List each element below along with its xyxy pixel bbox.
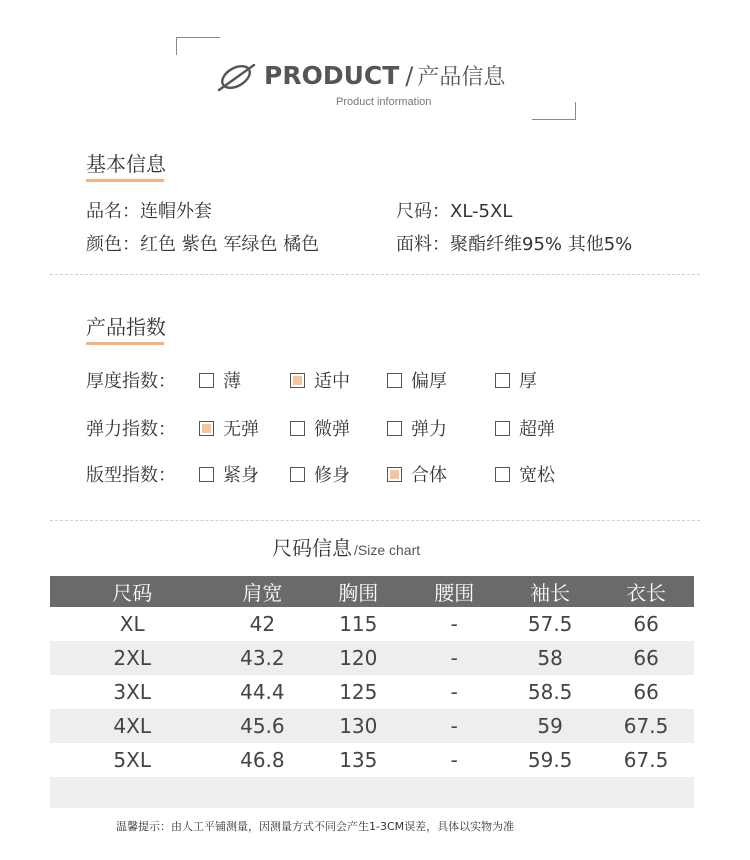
checkbox[interactable] xyxy=(387,373,402,388)
table-cell: 4XL xyxy=(113,714,151,738)
table-cell: 67.5 xyxy=(623,714,669,738)
index-underline xyxy=(86,342,164,345)
option-label: 修身 xyxy=(314,465,350,486)
elasticity-option-none[interactable] xyxy=(199,415,259,441)
table-cell: - xyxy=(450,680,458,704)
thickness-label: 厚度指数： xyxy=(86,371,176,392)
fit-option-loose[interactable] xyxy=(495,461,555,487)
header-cell: 尺码 xyxy=(112,581,153,605)
table-cell: - xyxy=(450,748,458,772)
elasticity-option-slight[interactable] xyxy=(290,415,350,441)
basic-info-heading: 基本信息 xyxy=(86,152,166,176)
elasticity-option-elastic[interactable] xyxy=(387,415,447,441)
checkbox[interactable] xyxy=(495,373,510,388)
table-cell: 58 xyxy=(537,646,563,670)
size-chart-title-en: /Size chart xyxy=(354,542,421,558)
table-cell: 43.2 xyxy=(240,646,285,670)
table-cell: 59.5 xyxy=(527,748,573,772)
checkbox[interactable] xyxy=(387,421,402,436)
header-cell: 衣长 xyxy=(626,581,667,605)
title-slash: / xyxy=(405,62,414,90)
elasticity-label: 弹力指数： xyxy=(86,419,176,440)
header-cell: 肩宽 xyxy=(242,581,283,605)
header-cell: 胸围 xyxy=(338,581,379,605)
table-cell: 57.5 xyxy=(527,612,573,636)
size-chart-title xyxy=(272,532,420,561)
product-size: 尺码：XL-5XL xyxy=(396,201,513,222)
measurement-note: 温馨提示：由人工平铺测量，因测量方式不同会产生1-3CM误差，具体以实物为准 xyxy=(116,820,515,833)
table-row xyxy=(50,641,694,675)
title-en: PRODUCT xyxy=(264,61,400,90)
page-subtitle: Product information xyxy=(336,96,432,108)
divider-1 xyxy=(50,274,700,275)
table-cell: 125 xyxy=(339,680,378,704)
table-cell: 67.5 xyxy=(623,748,669,772)
option-label: 超弹 xyxy=(519,419,555,440)
table-cell: 66 xyxy=(633,612,659,636)
table-cell: 44.4 xyxy=(240,680,285,704)
checkbox[interactable] xyxy=(495,467,510,482)
table-cell: 135 xyxy=(339,748,378,772)
table-cell: 45.6 xyxy=(240,714,285,738)
page-title xyxy=(264,60,505,94)
header-corner-top-left xyxy=(176,37,220,55)
option-label: 薄 xyxy=(223,371,241,392)
option-label: 微弹 xyxy=(314,419,350,440)
table-cell: 130 xyxy=(339,714,378,738)
table-cell: - xyxy=(450,612,458,636)
option-label: 紧身 xyxy=(223,465,259,486)
checkbox[interactable] xyxy=(495,421,510,436)
title-cn: 产品信息 xyxy=(417,65,506,90)
basic-info-underline xyxy=(86,179,164,182)
header-corner-bottom-right xyxy=(532,102,576,120)
option-label: 合体 xyxy=(411,465,447,486)
option-label: 偏厚 xyxy=(411,371,447,392)
table-row xyxy=(50,743,694,777)
fit-option-regular[interactable] xyxy=(387,461,447,487)
size-chart-title-cn: 尺码信息 xyxy=(272,536,352,560)
thickness-option-medium[interactable] xyxy=(290,367,350,393)
checkbox-checked[interactable] xyxy=(199,421,214,436)
fit-option-tight[interactable] xyxy=(199,461,259,487)
product-fabric: 面料：聚酯纤维95% 其他5% xyxy=(396,234,633,255)
table-cell: 2XL xyxy=(113,646,151,670)
table-cell: - xyxy=(450,714,458,738)
product-color: 颜色：红色 紫色 军绿色 橘色 xyxy=(86,234,320,255)
table-cell: 5XL xyxy=(113,748,151,772)
checkbox[interactable] xyxy=(290,467,305,482)
table-cell: 42 xyxy=(249,612,276,636)
option-label: 无弹 xyxy=(223,419,259,440)
header-cell: 腰围 xyxy=(434,581,475,605)
leaf-slash-icon xyxy=(216,62,258,92)
option-label: 弹力 xyxy=(411,419,447,440)
divider-2 xyxy=(50,520,700,521)
checkbox[interactable] xyxy=(290,421,305,436)
table-header-row xyxy=(50,576,694,607)
option-label: 适中 xyxy=(314,371,350,392)
fit-label: 版型指数： xyxy=(86,465,176,486)
table-cell: 59 xyxy=(537,714,563,738)
elasticity-option-super[interactable] xyxy=(495,415,555,441)
checkbox-checked[interactable] xyxy=(290,373,305,388)
table-cell: - xyxy=(450,646,458,670)
table-blank-row xyxy=(50,777,694,808)
option-label: 厚 xyxy=(519,371,537,392)
thickness-option-thin[interactable] xyxy=(199,367,241,393)
table-cell: 115 xyxy=(339,612,378,636)
table-row xyxy=(50,709,694,743)
table-cell: 46.8 xyxy=(240,748,285,772)
size-table xyxy=(50,576,694,808)
fit-option-slim[interactable] xyxy=(290,461,350,487)
table-cell: 3XL xyxy=(113,680,151,704)
thickness-option-thickish[interactable] xyxy=(387,367,447,393)
table-cell: XL xyxy=(119,612,145,636)
header-cell: 袖长 xyxy=(530,581,571,605)
table-cell: 120 xyxy=(339,646,378,670)
index-heading: 产品指数 xyxy=(86,315,166,339)
table-cell: 66 xyxy=(633,646,659,670)
product-name: 品名：连帽外套 xyxy=(86,201,212,222)
option-label: 宽松 xyxy=(519,465,555,486)
table-cell: 58.5 xyxy=(527,680,573,704)
thickness-option-thick[interactable] xyxy=(495,367,537,393)
table-cell: 66 xyxy=(633,680,659,704)
table-row xyxy=(50,675,694,709)
checkbox-checked[interactable] xyxy=(387,467,402,482)
table-row xyxy=(50,607,694,641)
checkbox[interactable] xyxy=(199,467,214,482)
checkbox[interactable] xyxy=(199,373,214,388)
